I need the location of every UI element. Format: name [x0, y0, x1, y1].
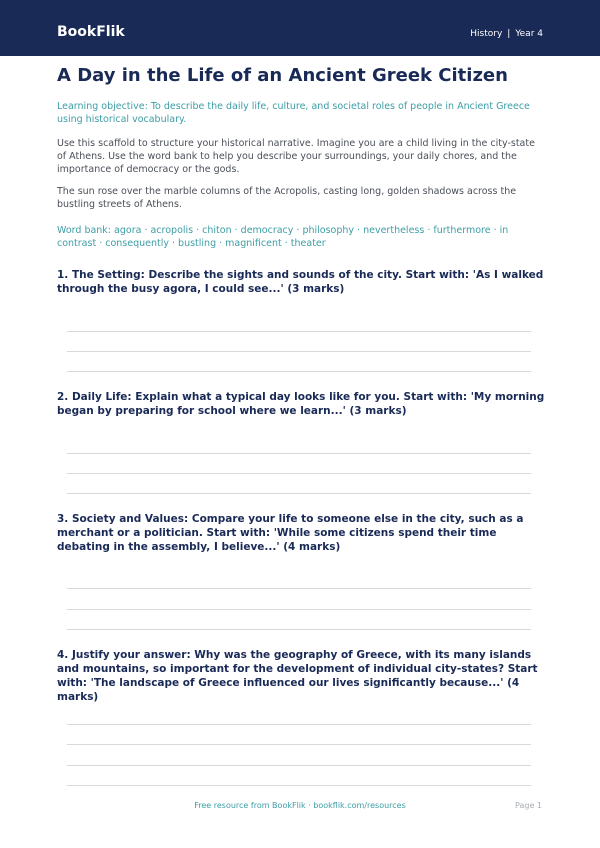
year-label: Year 4: [515, 29, 543, 39]
answer-line[interactable]: [67, 744, 531, 745]
brand-logo[interactable]: BookFlik: [57, 24, 125, 40]
story-opening: The sun rose over the marble columns of the Acropolis, casting long, golden shadows across the bustling streets of Athens.: [57, 186, 517, 210]
answer-line[interactable]: [67, 351, 531, 352]
page-number: Page 1: [515, 801, 542, 810]
answer-line[interactable]: [67, 453, 531, 454]
question-3: 3. Society and Values: Compare your life to someone else in the city, such as a merchant or a politician. Start with: 'While some citizens spend their time debating in the assembly, I believe...' (4 marks): [57, 513, 524, 553]
question-2: 2. Daily Life: Explain what a typical day looks like for you. Start with: 'My morning began by preparing for school where we learn...' (3 marks): [57, 391, 545, 417]
answer-line[interactable]: [67, 765, 531, 766]
page-title: A Day in the Life of an Ancient Greek Citizen: [57, 65, 508, 86]
answer-line[interactable]: [67, 629, 531, 630]
answer-line[interactable]: [67, 493, 531, 494]
header-bar: [0, 0, 600, 56]
answer-line[interactable]: [67, 371, 531, 372]
instructions: Use this scaffold to structure your historical narrative. Imagine you are a child living in the city-state of Athens. Use the word bank to help you describe your surroundings, your daily chores, and the importance of democracy or the gods.: [57, 138, 535, 175]
subject-year-label: [470, 27, 543, 41]
answer-line[interactable]: [67, 588, 531, 589]
answer-line[interactable]: [67, 473, 531, 474]
answer-line[interactable]: [67, 724, 531, 725]
word-bank: Word bank: agora · acropolis · chiton · democracy · philosophy · nevertheless · furthermore · in contrast · consequently · bustling · magnificent · theater: [57, 225, 509, 249]
subject-label: History: [470, 29, 503, 39]
footer-link[interactable]: Free resource from BookFlik · bookflik.com/resources: [194, 801, 406, 810]
question-4: 4. Justify your answer: Why was the geography of Greece, with its many islands and mountains, so important for the development of individual city-states? Start with: 'The landscape of Greece influenced our lives significantly because...' (4 marks): [57, 649, 538, 703]
answer-line[interactable]: [67, 785, 531, 786]
learning-objective: Learning objective: To describe the daily life, culture, and societal roles of people in Ancient Greece using historical vocabulary.: [57, 101, 530, 125]
question-1: 1. The Setting: Describe the sights and sounds of the city. Start with: 'As I walked through the busy agora, I could see...' (3 marks): [57, 269, 544, 295]
meta-separator: |: [507, 29, 511, 39]
answer-line[interactable]: [67, 609, 531, 610]
answer-line[interactable]: [67, 331, 531, 332]
